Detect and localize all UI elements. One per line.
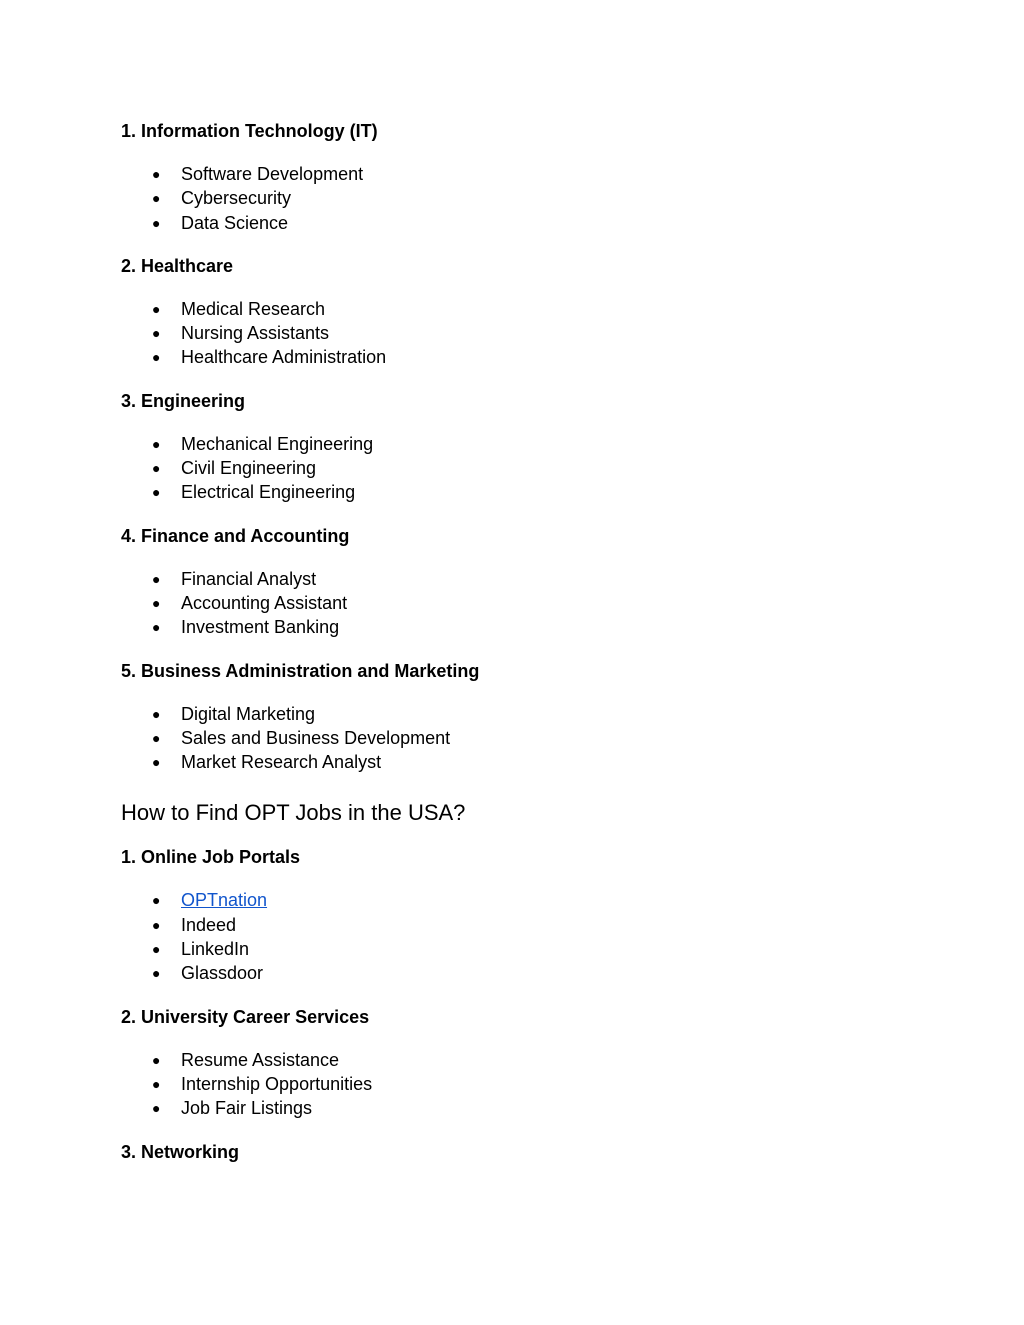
bullet-icon: ● [152, 1100, 161, 1117]
bullet-list-university-career [121, 1048, 901, 1121]
list-item [121, 888, 901, 912]
bullet-icon: ● [152, 484, 161, 501]
bullet-icon: ● [152, 916, 161, 933]
section-heading-networking: 3. Networking [121, 1141, 240, 1162]
list-item: ● Mechanical Engineering [121, 432, 901, 456]
list-item: ● Medical Research [121, 297, 901, 321]
bullet-icon: ● [152, 729, 161, 746]
list-item: ● Software Development [121, 162, 901, 186]
list-item: ● Civil Engineering [121, 456, 901, 480]
bullet-icon: ● [152, 594, 161, 611]
bullet-icon: ● [152, 190, 161, 207]
list-item: ● Healthcare Administration [121, 345, 901, 369]
section-heading-finance: 4. Finance and Accounting [121, 525, 350, 546]
section-heading-job-portals: 1. Online Job Portals [121, 847, 301, 868]
list-item: ● Financial Analyst [121, 567, 901, 591]
bullet-icon: ● [152, 214, 161, 231]
optnation-link[interactable]: OPTnation [181, 890, 268, 911]
bullet-icon: ● [152, 349, 161, 366]
list-item: ● Indeed [121, 913, 901, 937]
bullet-icon: ● [152, 570, 161, 587]
bullet-icon: ● [152, 754, 161, 771]
list-item: ● Market Research Analyst [121, 750, 901, 774]
list-item: ● Investment Banking [121, 615, 901, 639]
list-item: ● Resume Assistance [121, 1048, 901, 1072]
bullet-list-business [121, 702, 901, 775]
bullet-icon: ● [152, 892, 161, 909]
section-heading-university-career: 2. University Career Services [121, 1006, 370, 1027]
bullet-icon: ● [152, 325, 161, 342]
bullet-list-job-portals [121, 888, 901, 985]
bullet-icon: ● [152, 965, 161, 982]
section-heading-it: 1. Information Technology (IT) [121, 121, 378, 141]
list-item: ● Data Science [121, 211, 901, 235]
bullet-icon: ● [152, 1051, 161, 1068]
section-heading-engineering: 3. Engineering [121, 390, 246, 411]
list-item: ● Accounting Assistant [121, 591, 901, 615]
list-item: ● LinkedIn [121, 937, 901, 961]
bullet-icon: ● [152, 460, 161, 477]
bullet-icon: ● [152, 435, 161, 452]
document-page [121, 118, 901, 1165]
bullet-icon: ● [152, 705, 161, 722]
section-heading-healthcare: 2. Healthcare [121, 255, 234, 276]
bullet-list-healthcare [121, 297, 901, 370]
section-heading-business: 5. Business Administration and Marketing [121, 660, 480, 681]
list-item: ● Glassdoor [121, 961, 901, 985]
bullet-list-finance [121, 567, 901, 640]
main-heading-find-opt-jobs: How to Find OPT Jobs in the USA? [121, 800, 466, 826]
bullet-icon: ● [152, 1075, 161, 1092]
bullet-list-it [121, 162, 901, 235]
list-item: ● Digital Marketing [121, 702, 901, 726]
list-item: ● Electrical Engineering [121, 480, 901, 504]
bullet-icon: ● [152, 166, 161, 182]
bullet-icon: ● [152, 619, 161, 636]
bullet-list-engineering [121, 432, 901, 505]
bullet-icon: ● [152, 941, 161, 958]
bullet-icon: ● [152, 300, 161, 317]
list-item: ● Internship Opportunities [121, 1072, 901, 1096]
list-item: ● Nursing Assistants [121, 321, 901, 345]
list-item: ● Cybersecurity [121, 186, 901, 210]
list-item: ● Job Fair Listings [121, 1096, 901, 1120]
list-item: ● Sales and Business Development [121, 726, 901, 750]
